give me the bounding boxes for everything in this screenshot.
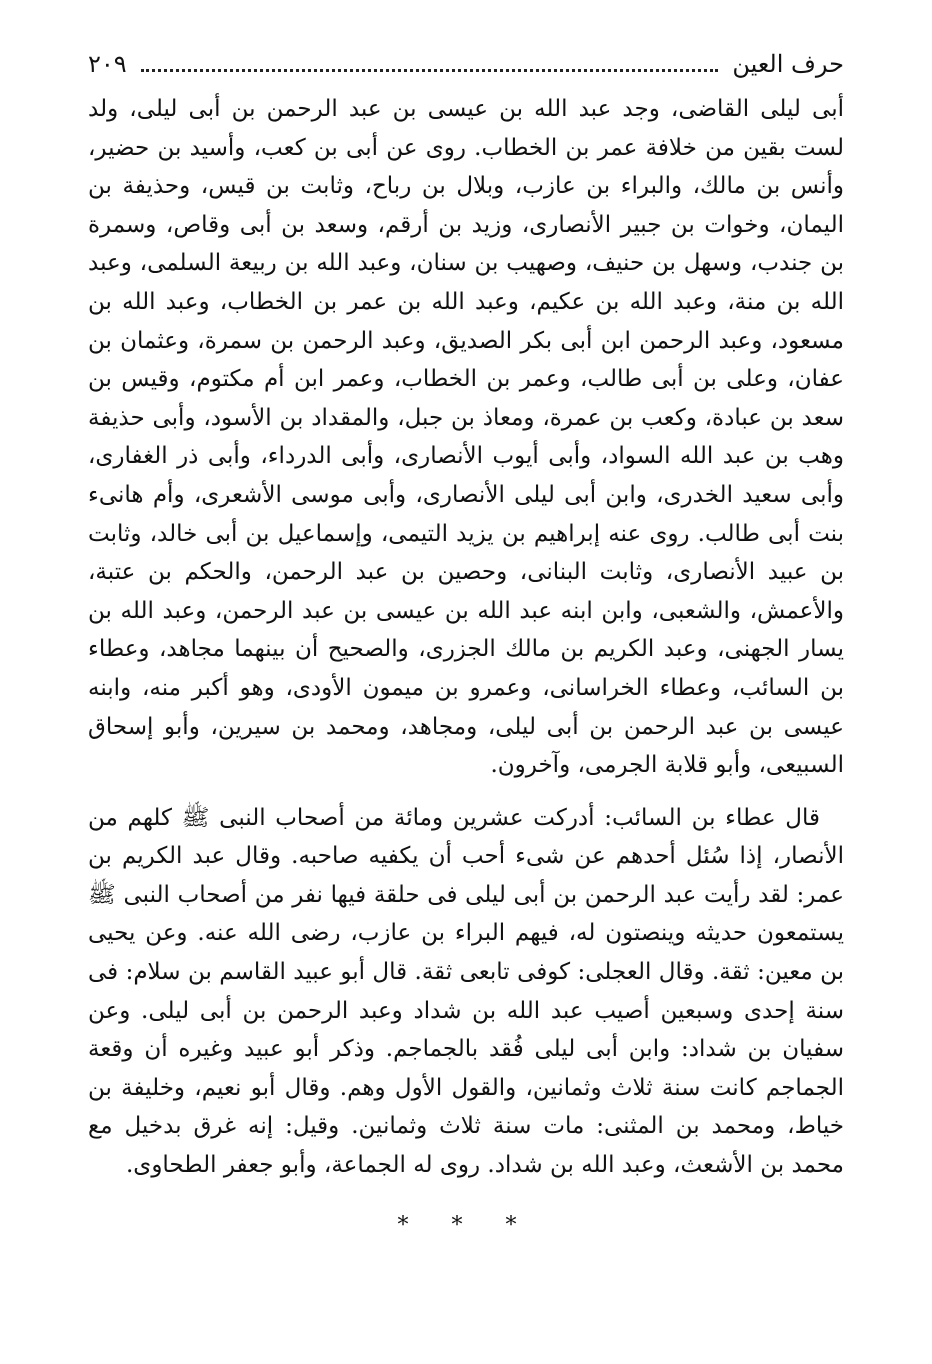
running-header [88,40,844,88]
book-page [88,40,844,1238]
section-divider-asterisks: * * * [397,1212,535,1238]
paragraph-biography: أبى ليلى القاضى، وجد عبد الله بن عيسى بن عبد الرحمن بن أبى ليلى، ولد لست بقين من خلافة عمر بن الخطاب. روى عن أبى بن كعب، وأسيد بن حضير، وأنس بن مالك، والبراء بن عازب، وبلال بن رباح، وثابت بن قيس، وحذيفة بن اليمان، وخوات بن جبير الأنصارى، وزيد بن أرقم، وسعد بن أبى وقاص، وسمرة بن جندب، وسهل بن حنيف، وصهيب بن سنان، وعبد الله بن ربيعة السلمى، وعبد الله بن منة، وعبد الله بن عكيم، وعبد الله بن عمر بن الخطاب، وعبد الله بن مسعود، وعبد الرحمن ابن أبى بكر الصديق، وعبد الرحمن بن سمرة، وعثمان بن عفان، وعلى بن أبى طالب، وعمر بن الخطاب، وعمر ابن أم مكتوم، وقيس بن سعد بن عبادة، وكعب بن عمرة، ومعاذ بن جبل، والمقداد بن الأسود، وأبى حذيفة وهب بن عبد الله السواد، وأبى أيوب الأنصارى، وأبى الدرداء، وأبى ذر الغفارى، وأبى سعيد الخدرى، وابن أبى ليلى الأنصارى، وأبى موسى الأشعرى، وأم هانىء بنت أبى طالب. روى عنه إبراهيم بن يزيد التيمى، وإسماعيل بن أبى خالد، وثابت بن عبيد الأنصارى، وثابت البنانى، وحصين بن عبد الرحمن، والحكم بن عتبة، والأعمش، والشعبى، وابن ابنه عبد الله بن عيسى بن عبد الرحمن، وعبد الله بن يسار الجهنى، وعبد الكريم بن مالك الجزرى، والصحيح أن بينهما مجاهد، وعطاء بن السائب، وعطاء الخراسانى، وعمرو بن ميمون الأودى، وهو أكبر منه، وابنه عيسى بن عبد الرحمن بن أبى ليلى، ومجاهد، ومحمد بن سيرين، وأبو إسحاق السبيعى، وأبو قلابة الجرمى، وآخرون. [88,96,844,779]
dotted-leader [141,69,719,72]
page-number: ٢٠٩ [88,50,127,78]
paragraph-narrations: قال عطاء بن السائب: أدركت عشرين ومائة من أصحاب النبى ﷺ كلهم من الأنصار، إذا سُئل أحدهم عن شىء أحب أن يكفيه صاحبه. وقال عبد الكريم بن عمر: لقد رأيت عبد الرحمن بن أبى ليلى فى حلقة فيها نفر من أصحاب النبى ﷺ يستمعون حديثه وينصتون له، فيهم البراء بن عازب، رضى الله عنه. وعن يحيى بن معين: ثقة. وقال العجلى: كوفى تابعى ثقة. قال أبو عبيد القاسم بن سلام: فى سنة إحدى وسبعين أصيب عبد الله بن شداد وعبد الرحمن بن أبى ليلى. وعن سفيان بن شداد: وابن أبى ليلى فُقد بالجماجم. وذكر أبو عبيد وغيره أن وقعة الجماجم كانت سنة ثلاث وثمانين، والقول الأول وهم. وقال أبو نعيم، وخليفة بن خياط، ومحمد بن المثنى: مات سنة ثلاث وثمانين. وقيل: إنه غرق بدخيل مع محمد بن الأشعث، وعبد الله بن شداد. روى له الجماعة، وأبو جعفر الطحاوى. [88,804,844,1179]
chapter-title: حرف العين [732,50,844,78]
